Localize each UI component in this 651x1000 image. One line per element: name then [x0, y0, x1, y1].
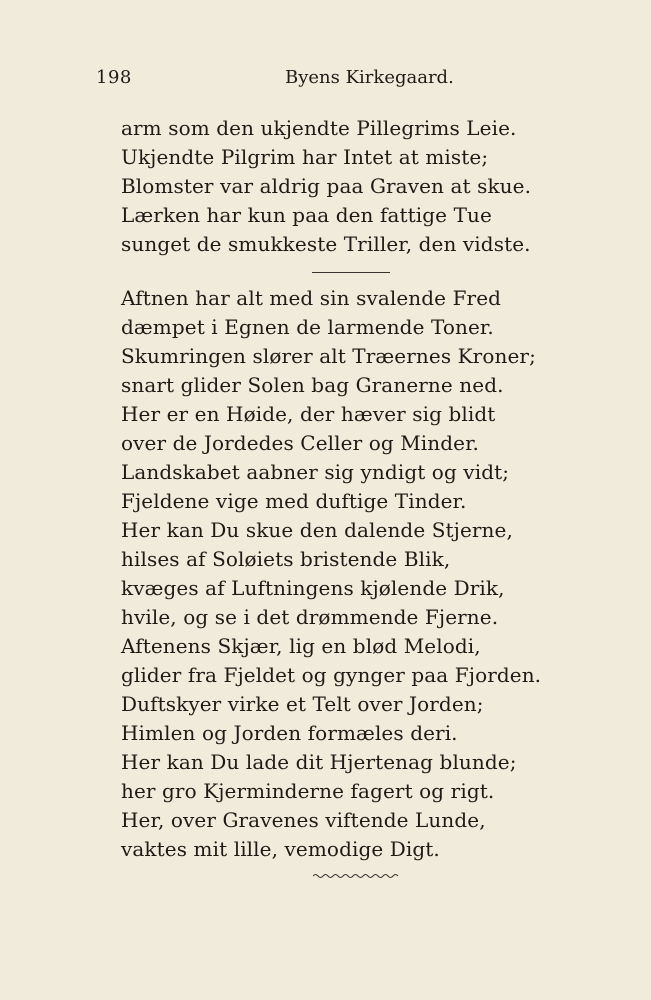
verse-line: Aftenens Skjær, lig en blød Melodi,	[121, 634, 481, 658]
tail-ornament	[313, 872, 399, 880]
verse-line: Lærken har kun paa den fattige Tue	[121, 203, 492, 227]
verse-line: hvile, og se i det drømmende Fjerne.	[121, 605, 499, 629]
verse-line: over de Jordedes Celler og Minder.	[121, 431, 480, 455]
stanza-1	[121, 114, 531, 259]
verse-line: Blomster var aldrig paa Graven at skue.	[121, 174, 532, 198]
verse-line: arm som den ukjendte Pillegrims Leie.	[121, 116, 517, 140]
verse-line: her gro Kjerminderne fagert og rigt.	[121, 779, 495, 803]
verse-line: Duftskyer virke et Telt over Jorden;	[121, 692, 484, 716]
page-number: 198	[96, 67, 132, 88]
verse-line: Her er en Høide, der hæver sig blidt	[121, 402, 496, 426]
verse-line: Landskabet aabner sig yndigt og vidt;	[121, 460, 510, 484]
running-title: Byens Kirkegaard.	[285, 67, 454, 88]
verse-line: Aftnen har alt med sin svalende Fred	[121, 286, 502, 310]
verse-line: dæmpet i Egnen de larmende Toner.	[121, 315, 494, 339]
verse-line: Skumringen slører alt Træernes Kroner;	[121, 344, 536, 368]
verse-line: Her, over Gravenes viftende Lunde,	[121, 808, 486, 832]
verse-line: Himlen og Jorden formæles deri.	[121, 721, 458, 745]
verse-line: Her kan Du lade dit Hjertenag blunde;	[121, 750, 517, 774]
verse-line: sunget de smukkeste Triller, den vidste.	[121, 232, 531, 256]
verse-line: snart glider Solen bag Granerne ned.	[121, 373, 504, 397]
section-divider	[312, 272, 390, 273]
verse-line: Fjeldene vige med duftige Tinder.	[121, 489, 467, 513]
page-header	[0, 67, 651, 97]
verse-line: glider fra Fjeldet og gynger paa Fjorden.	[121, 663, 542, 687]
verse-line: kvæges af Luftningens kjølende Drik,	[121, 576, 505, 600]
verse-line: vaktes mit lille, vemodige Digt.	[121, 837, 440, 861]
verse-line: hilses af Soløiets bristende Blik,	[121, 547, 451, 571]
stanza-2	[121, 284, 541, 864]
verse-line: Ukjendte Pilgrim har Intet at miste;	[121, 145, 489, 169]
verse-line: Her kan Du skue den dalende Stjerne,	[121, 518, 513, 542]
